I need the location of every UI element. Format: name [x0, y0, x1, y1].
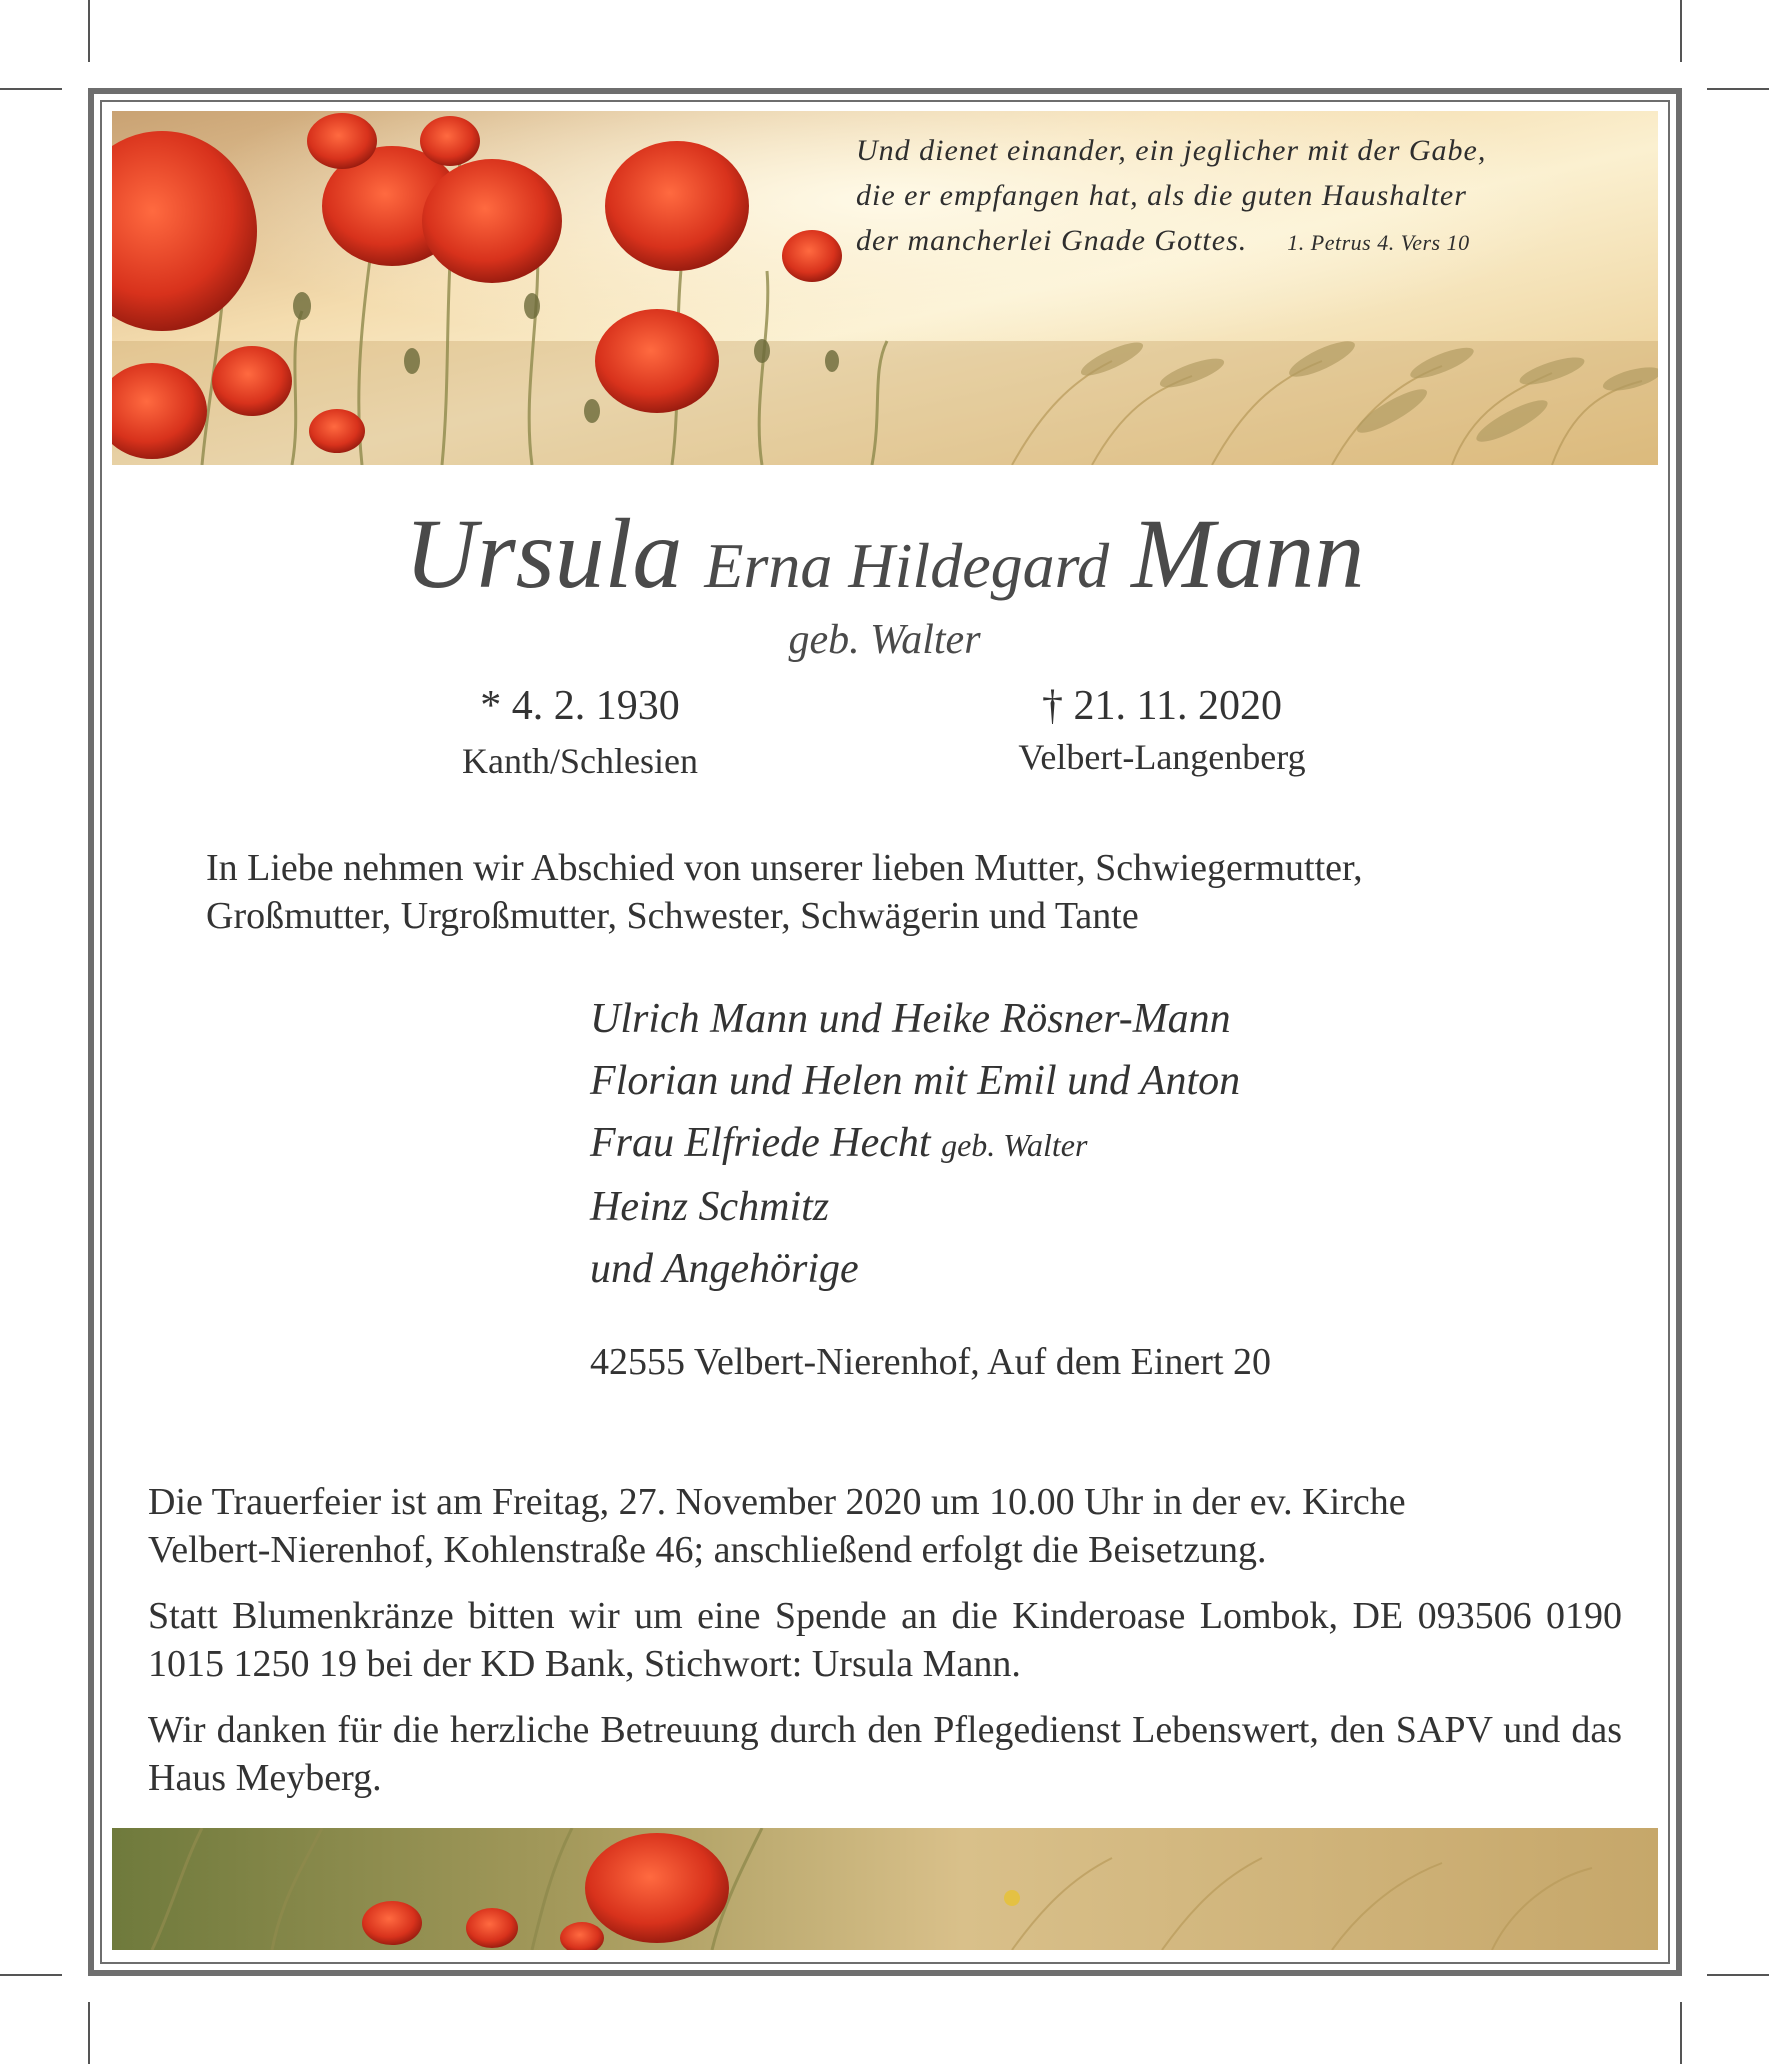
- thanks-text: Wir danken für die herzliche Betreuung durch den Pflegedienst Lebenswert, den SAPV und das Haus Meyberg.: [148, 1709, 1622, 1799]
- crop-mark: [88, 0, 90, 62]
- donation-text: Statt Blumenkränze bitten wir um eine Spende an die Kinderoase Lombok, DE 093506 0190 1015 1250 19 bei der KD Bank, Stichwort: Ursula Mann.: [148, 1595, 1622, 1685]
- crop-mark: [1707, 88, 1769, 90]
- funeral-text: [148, 1478, 1622, 1574]
- mourner: und Angehörige: [590, 1246, 859, 1292]
- address: 42555 Velbert-Nierenhof, Auf dem Einert 20: [590, 1341, 1272, 1383]
- mourner: Florian und Helen mit Emil und Anton: [590, 1058, 1241, 1104]
- birth-date: * 4. 2. 1930: [480, 683, 680, 729]
- intro-line: Großmutter, Urgroßmutter, Schwester, Schwägerin und Tante: [206, 895, 1139, 937]
- poppy-field-image-bottom: [112, 1828, 1658, 1950]
- intro-line: In Liebe nehmen wir Abschied von unserer lieben Mutter, Schwiegermutter,: [206, 847, 1363, 889]
- quote-line: die er empfangen hat, als die guten Haushalter: [856, 179, 1467, 212]
- last-name: Mann: [1131, 498, 1365, 609]
- middle-names: Erna Hildegard: [704, 530, 1110, 601]
- crop-mark: [1680, 0, 1682, 62]
- quote-reference: 1. Petrus 4. Vers 10: [1287, 230, 1470, 255]
- quote-line: [856, 218, 1646, 265]
- birth-name: geb. Walter: [788, 617, 981, 663]
- mourner: Ulrich Mann und Heike Rösner-Mann: [590, 996, 1231, 1042]
- mourner-name: Frau Elfriede Hecht: [590, 1120, 931, 1166]
- intro-text: [206, 844, 1606, 940]
- bible-quote: [856, 128, 1646, 265]
- mourners-list: [590, 988, 1490, 1300]
- death-date: † 21. 11. 2020: [1042, 683, 1282, 729]
- birth-place: Kanth/Schlesien: [462, 741, 698, 781]
- crop-mark: [0, 1974, 62, 1976]
- funeral-line: Velbert-Nierenhof, Kohlenstraße 46; anschließend erfolgt die Beisetzung.: [148, 1529, 1267, 1571]
- crop-mark: [1707, 1974, 1769, 1976]
- crop-mark: [1680, 2002, 1682, 2064]
- crop-mark: [0, 88, 62, 90]
- death-place: Velbert-Langenberg: [1018, 737, 1306, 777]
- mourner: [590, 1112, 1490, 1176]
- mourner-note: geb. Walter: [941, 1127, 1088, 1163]
- funeral-line: Die Trauerfeier ist am Freitag, 27. November 2020 um 10.00 Uhr in der ev. Kirche: [148, 1481, 1406, 1523]
- first-name: Ursula: [404, 498, 683, 609]
- quote-line-text: der mancherlei Gnade Gottes.: [856, 224, 1248, 257]
- crop-mark: [88, 2002, 90, 2064]
- mourner: Heinz Schmitz: [590, 1184, 830, 1230]
- quote-line: Und dienet einander, ein jeglicher mit der Gabe,: [856, 134, 1487, 167]
- deceased-name: [0, 496, 1769, 611]
